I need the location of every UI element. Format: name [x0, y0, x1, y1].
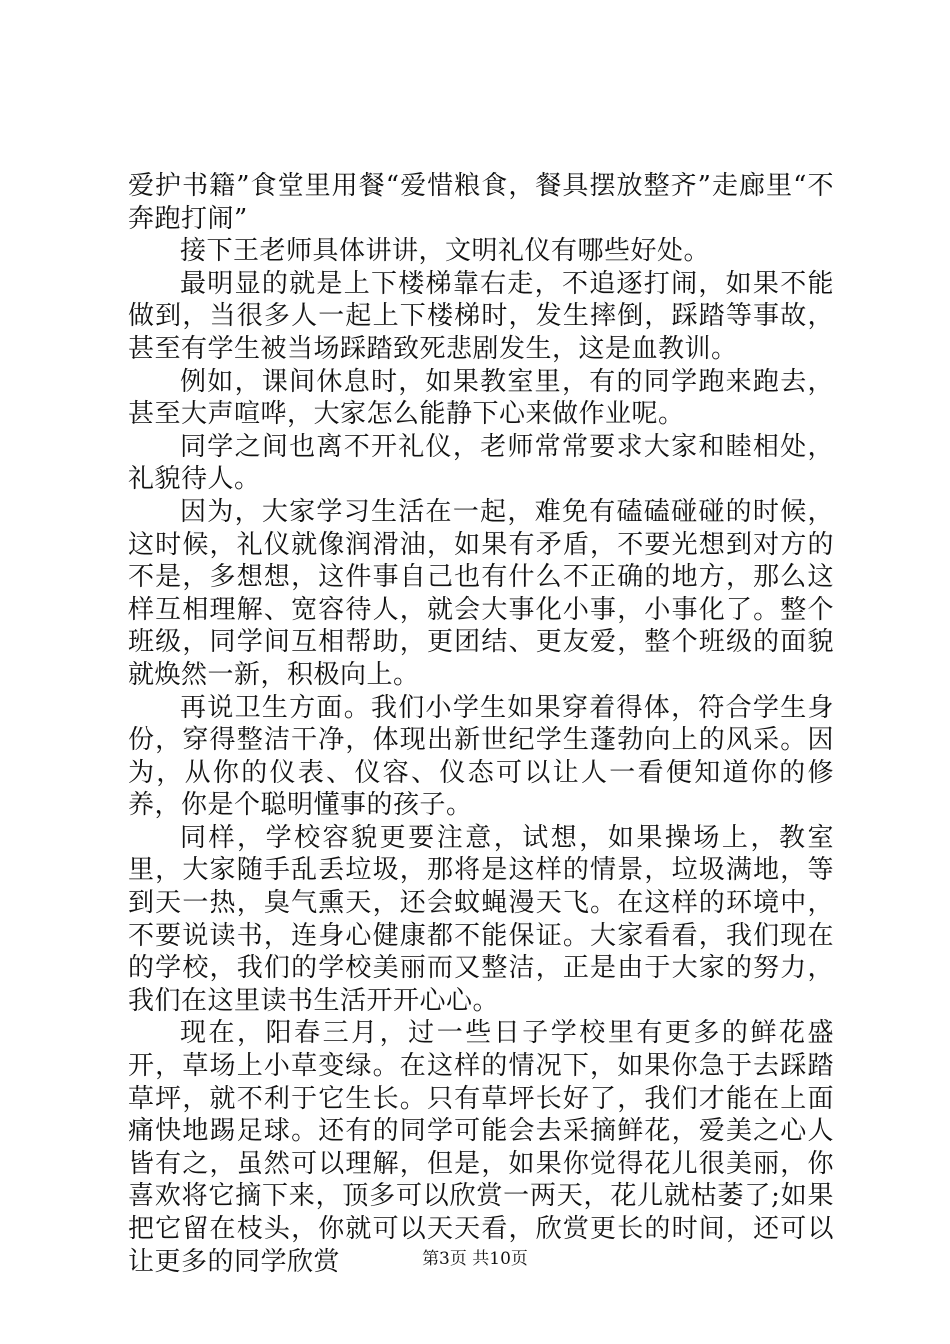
page-number-footer: 第3页 共10页	[422, 1249, 528, 1269]
body-text	[128, 170, 834, 1278]
paragraph: 现在，阳春三月，过一些日子学校里有更多的鲜花盛开，草场上小草变绿。在这样的情况下，如果你急于去踩踏草坪，就不利于它生长。只有草坪长好了，我们才能在上面痛快地踢足球。还有的同学可能会去采摘鲜花，爱美之心人皆有之，虽然可以理解，但是，如果你觉得花儿很美丽，你喜欢将它摘下来，顶多可以欣赏一两天，花儿就枯萎了;如果把它留在枝头，你就可以天天看，欣赏更长的时间，还可以让更多的同学欣赏	[128, 1018, 834, 1277]
paragraph: 接下王老师具体讲讲，文明礼仪有哪些好处。	[180, 236, 711, 267]
paragraph: 再说卫生方面。我们小学生如果穿着得体，符合学生身份，穿得整洁干净，体现出新世纪学生蓬勃向上的风采。因为，从你的仪表、仪容、仪态可以让人一看便知道你的修养，你是个聪明懂事的孩子。	[128, 692, 834, 821]
paragraph: 因为，大家学习生活在一起，难免有磕磕碰碰的时候，这时候，礼仪就像润滑油，如果有矛盾，不要光想到对方的不是，多想想，这件事自己也有什么不正确的地方，那么这样互相理解、宽容待人，就会大事化小事，小事化了。整个班级，同学间互相帮助，更团结、更友爱，整个班级的面貌就焕然一新，积极向上。	[128, 496, 834, 690]
paragraph-continued: 爱护书籍”食堂里用餐“爱惜粮食，餐具摆放整齐”走廊里“不奔跑打闹”	[128, 171, 834, 234]
paragraph: 例如，课间休息时，如果教室里，有的同学跑来跑去，甚至大声喧哗，大家怎么能静下心来做作业呢。	[128, 366, 834, 430]
paragraph: 同学之间也离不开礼仪，老师常常要求大家和睦相处，礼貌待人。	[128, 431, 834, 495]
paragraph: 同样，学校容貌更要注意，试想，如果操场上，教室里，大家随手乱丢垃圾，那将是这样的情景，垃圾满地，等到天一热，臭气熏天，还会蚊蝇漫天飞。在这样的环境中，不要说读书，连身心健康都不能保证。大家看看，我们现在的学校，我们的学校美丽而又整洁，正是由于大家的努力，我们在这里读书生活开开心心。	[128, 822, 834, 1016]
paragraph: 最明显的就是上下楼梯靠右走，不追逐打闹，如果不能做到，当很多人一起上下楼梯时，发生摔倒，踩踏等事故，甚至有学生被当场踩踏致死悲剧发生，这是血教训。	[128, 268, 834, 364]
